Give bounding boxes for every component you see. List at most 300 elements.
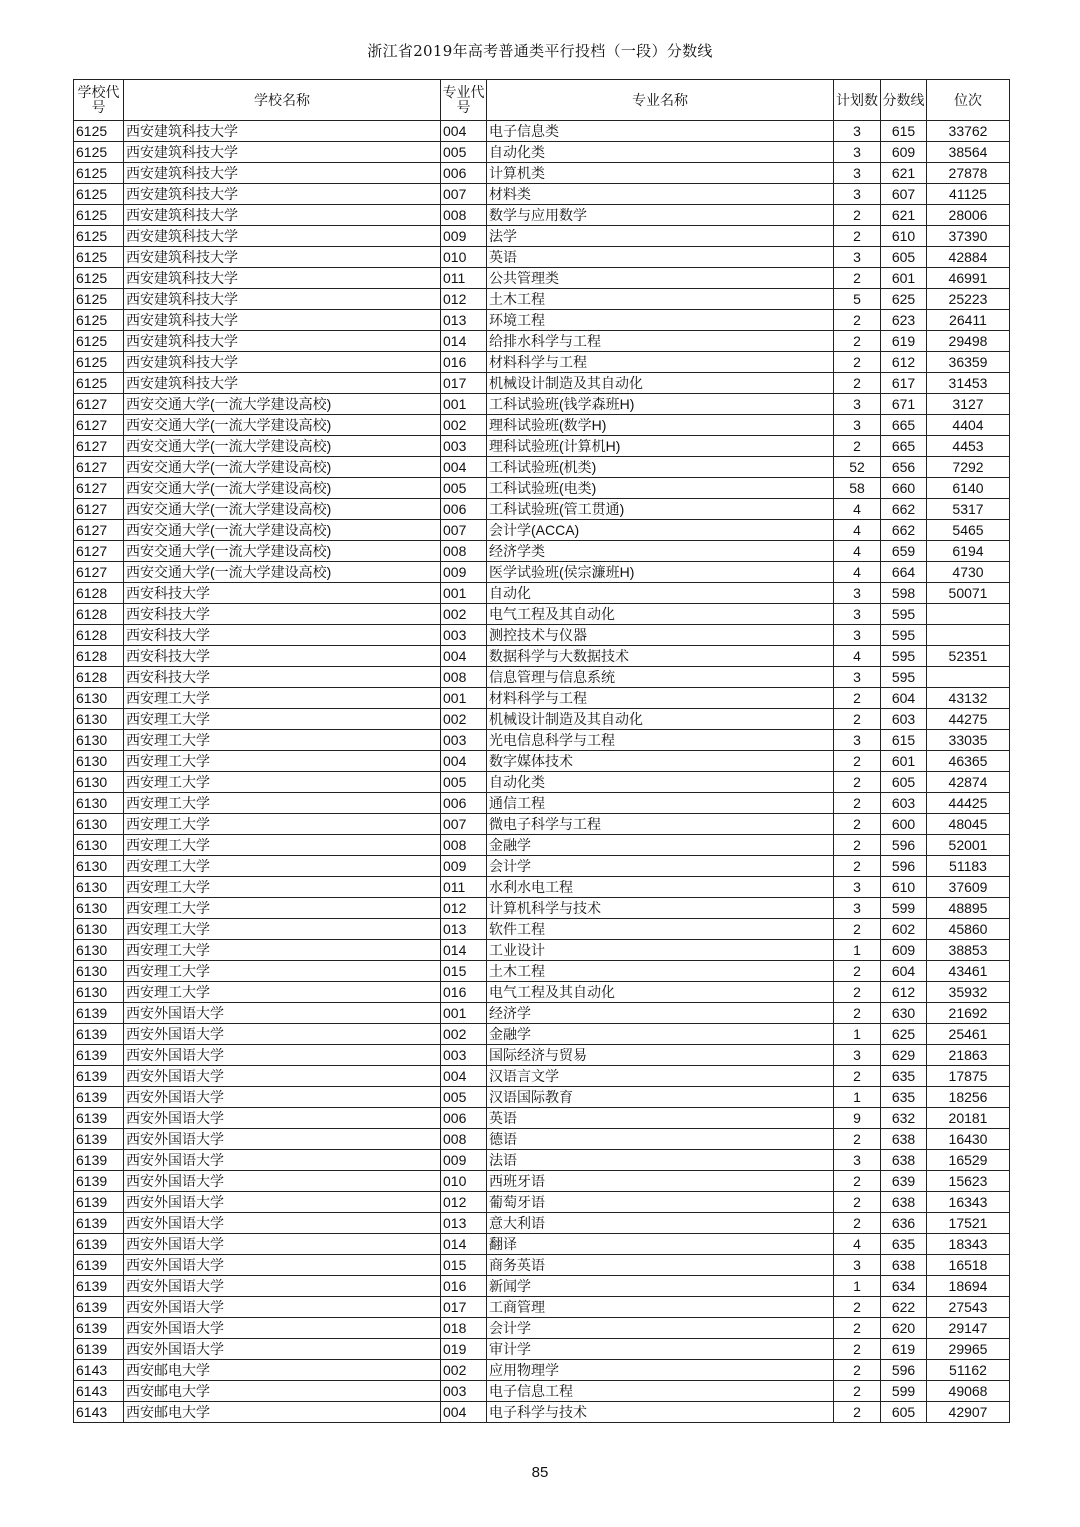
score-cell: 607	[881, 184, 927, 205]
major-name-cell: 土木工程	[487, 289, 834, 310]
score-cell: 656	[881, 457, 927, 478]
score-cell: 599	[881, 1381, 927, 1402]
school-name-cell: 西安理工大学	[124, 772, 441, 793]
score-cell: 602	[881, 919, 927, 940]
major-code-cell: 001	[441, 394, 487, 415]
rank-cell: 18343	[927, 1234, 1010, 1255]
school-name-cell: 西安科技大学	[124, 625, 441, 646]
table-row	[74, 1339, 1010, 1360]
rank-cell: 17521	[927, 1213, 1010, 1234]
major-name-cell: 会计学	[487, 856, 834, 877]
major-name-cell: 意大利语	[487, 1213, 834, 1234]
school-name-cell: 西安交通大学(一流大学建设高校)	[124, 457, 441, 478]
major-code-cell: 009	[441, 226, 487, 247]
rank-cell: 31453	[927, 373, 1010, 394]
score-cell: 609	[881, 142, 927, 163]
school-code-cell: 6139	[74, 1276, 124, 1297]
rank-cell: 18256	[927, 1087, 1010, 1108]
rank-cell: 45860	[927, 919, 1010, 940]
header-school-name: 学校名称	[124, 80, 441, 121]
table-row	[74, 1381, 1010, 1402]
plan-count-cell: 2	[834, 1360, 881, 1381]
major-name-cell: 工科试验班(机类)	[487, 457, 834, 478]
table-row	[74, 436, 1010, 457]
score-cell: 615	[881, 121, 927, 142]
major-name-cell: 经济学	[487, 1003, 834, 1024]
school-name-cell: 西安邮电大学	[124, 1381, 441, 1402]
school-code-cell: 6130	[74, 709, 124, 730]
score-cell: 662	[881, 499, 927, 520]
rank-cell: 29147	[927, 1318, 1010, 1339]
table-row	[74, 226, 1010, 247]
rank-cell: 51183	[927, 856, 1010, 877]
school-name-cell: 西安科技大学	[124, 583, 441, 604]
table-row	[74, 1297, 1010, 1318]
school-code-cell: 6125	[74, 205, 124, 226]
major-name-cell: 数学与应用数学	[487, 205, 834, 226]
school-code-cell: 6139	[74, 1003, 124, 1024]
school-code-cell: 6127	[74, 457, 124, 478]
score-cell: 619	[881, 1339, 927, 1360]
score-cell: 596	[881, 1360, 927, 1381]
table-row	[74, 163, 1010, 184]
school-code-cell: 6139	[74, 1339, 124, 1360]
rank-cell: 37609	[927, 877, 1010, 898]
table-row	[74, 730, 1010, 751]
plan-count-cell: 2	[834, 1003, 881, 1024]
major-name-cell: 汉语言文学	[487, 1066, 834, 1087]
plan-count-cell: 2	[834, 1066, 881, 1087]
school-code-cell: 6127	[74, 415, 124, 436]
score-cell: 603	[881, 793, 927, 814]
major-name-cell: 材料科学与工程	[487, 688, 834, 709]
school-code-cell: 6125	[74, 121, 124, 142]
major-name-cell: 数字媒体技术	[487, 751, 834, 772]
school-code-cell: 6130	[74, 856, 124, 877]
score-cell: 610	[881, 226, 927, 247]
header-major-code: 专业代号	[441, 80, 487, 121]
school-code-cell: 6130	[74, 835, 124, 856]
table-row	[74, 478, 1010, 499]
rank-cell: 38853	[927, 940, 1010, 961]
school-code-cell: 6130	[74, 793, 124, 814]
school-name-cell: 西安外国语大学	[124, 1150, 441, 1171]
rank-cell: 33762	[927, 121, 1010, 142]
school-name-cell: 西安交通大学(一流大学建设高校)	[124, 562, 441, 583]
plan-count-cell: 4	[834, 646, 881, 667]
school-code-cell: 6127	[74, 562, 124, 583]
major-name-cell: 国际经济与贸易	[487, 1045, 834, 1066]
plan-count-cell: 1	[834, 1087, 881, 1108]
plan-count-cell: 2	[834, 793, 881, 814]
school-code-cell: 6139	[74, 1045, 124, 1066]
score-cell: 638	[881, 1150, 927, 1171]
score-cell: 671	[881, 394, 927, 415]
plan-count-cell: 2	[834, 1381, 881, 1402]
rank-cell: 16343	[927, 1192, 1010, 1213]
major-name-cell: 电气工程及其自动化	[487, 982, 834, 1003]
major-name-cell: 新闻学	[487, 1276, 834, 1297]
score-cell: 659	[881, 541, 927, 562]
rank-cell: 28006	[927, 205, 1010, 226]
rank-cell: 5317	[927, 499, 1010, 520]
major-name-cell: 会计学	[487, 1318, 834, 1339]
rank-cell: 21863	[927, 1045, 1010, 1066]
major-name-cell: 金融学	[487, 1024, 834, 1045]
table-row	[74, 1087, 1010, 1108]
page-title: 浙江省2019年高考普通类平行投档（一段）分数线	[367, 42, 713, 60]
plan-count-cell: 3	[834, 604, 881, 625]
plan-count-cell: 2	[834, 436, 881, 457]
major-name-cell: 法语	[487, 1150, 834, 1171]
major-code-cell: 001	[441, 1003, 487, 1024]
rank-cell: 25461	[927, 1024, 1010, 1045]
major-name-cell: 英语	[487, 1108, 834, 1129]
school-code-cell: 6139	[74, 1150, 124, 1171]
major-code-cell: 003	[441, 730, 487, 751]
score-cell: 605	[881, 772, 927, 793]
table-row	[74, 1192, 1010, 1213]
major-name-cell: 信息管理与信息系统	[487, 667, 834, 688]
major-name-cell: 光电信息科学与工程	[487, 730, 834, 751]
table-row	[74, 877, 1010, 898]
school-name-cell: 西安交通大学(一流大学建设高校)	[124, 478, 441, 499]
table-row	[74, 373, 1010, 394]
table-row	[74, 1402, 1010, 1423]
school-code-cell: 6125	[74, 373, 124, 394]
plan-count-cell: 2	[834, 1318, 881, 1339]
major-code-cell: 014	[441, 1234, 487, 1255]
major-name-cell: 英语	[487, 247, 834, 268]
table-row	[74, 583, 1010, 604]
score-cell: 612	[881, 352, 927, 373]
school-code-cell: 6139	[74, 1024, 124, 1045]
school-name-cell: 西安理工大学	[124, 919, 441, 940]
table-row	[74, 604, 1010, 625]
school-code-cell: 6125	[74, 289, 124, 310]
major-code-cell: 018	[441, 1318, 487, 1339]
plan-count-cell: 2	[834, 226, 881, 247]
score-cell: 636	[881, 1213, 927, 1234]
table-row	[74, 499, 1010, 520]
school-code-cell: 6139	[74, 1213, 124, 1234]
rank-cell: 29498	[927, 331, 1010, 352]
major-name-cell: 审计学	[487, 1339, 834, 1360]
plan-count-cell: 2	[834, 205, 881, 226]
major-code-cell: 010	[441, 1171, 487, 1192]
plan-count-cell: 1	[834, 940, 881, 961]
school-name-cell: 西安理工大学	[124, 940, 441, 961]
rank-cell: 16518	[927, 1255, 1010, 1276]
rank-cell	[927, 625, 1010, 646]
school-name-cell: 西安理工大学	[124, 982, 441, 1003]
school-code-cell: 6127	[74, 499, 124, 520]
rank-cell: 33035	[927, 730, 1010, 751]
score-cell: 605	[881, 1402, 927, 1423]
school-name-cell: 西安理工大学	[124, 814, 441, 835]
header-plan: 计划数	[834, 80, 881, 121]
major-code-cell: 008	[441, 205, 487, 226]
plan-count-cell: 2	[834, 772, 881, 793]
major-code-cell: 007	[441, 184, 487, 205]
plan-count-cell: 4	[834, 541, 881, 562]
school-name-cell: 西安交通大学(一流大学建设高校)	[124, 415, 441, 436]
plan-count-cell: 2	[834, 835, 881, 856]
table-row	[74, 1318, 1010, 1339]
plan-count-cell: 2	[834, 814, 881, 835]
school-name-cell: 西安建筑科技大学	[124, 310, 441, 331]
school-code-cell: 6130	[74, 940, 124, 961]
school-code-cell: 6130	[74, 919, 124, 940]
school-name-cell: 西安建筑科技大学	[124, 373, 441, 394]
rank-cell: 42884	[927, 247, 1010, 268]
school-name-cell: 西安建筑科技大学	[124, 268, 441, 289]
major-name-cell: 测控技术与仪器	[487, 625, 834, 646]
table-row	[74, 121, 1010, 142]
table-row	[74, 982, 1010, 1003]
major-code-cell: 006	[441, 1108, 487, 1129]
score-cell: 605	[881, 247, 927, 268]
major-name-cell: 软件工程	[487, 919, 834, 940]
school-code-cell: 6130	[74, 898, 124, 919]
plan-count-cell: 2	[834, 310, 881, 331]
score-cell: 664	[881, 562, 927, 583]
rank-cell: 44275	[927, 709, 1010, 730]
school-code-cell: 6125	[74, 163, 124, 184]
rank-cell: 17875	[927, 1066, 1010, 1087]
school-name-cell: 西安外国语大学	[124, 1108, 441, 1129]
plan-count-cell: 2	[834, 982, 881, 1003]
major-name-cell: 机械设计制造及其自动化	[487, 373, 834, 394]
school-code-cell: 6130	[74, 961, 124, 982]
school-name-cell: 西安科技大学	[124, 604, 441, 625]
table-row	[74, 331, 1010, 352]
rank-cell: 49068	[927, 1381, 1010, 1402]
school-code-cell: 6128	[74, 625, 124, 646]
school-name-cell: 西安外国语大学	[124, 1276, 441, 1297]
plan-count-cell: 2	[834, 1129, 881, 1150]
school-code-cell: 6130	[74, 772, 124, 793]
major-name-cell: 工科试验班(管工贯通)	[487, 499, 834, 520]
rank-cell	[927, 667, 1010, 688]
school-code-cell: 6125	[74, 142, 124, 163]
plan-count-cell: 3	[834, 394, 881, 415]
major-code-cell: 009	[441, 1150, 487, 1171]
school-code-cell: 6125	[74, 247, 124, 268]
header-score: 分数线	[881, 80, 927, 121]
score-cell: 660	[881, 478, 927, 499]
major-code-cell: 016	[441, 982, 487, 1003]
major-code-cell: 001	[441, 583, 487, 604]
school-name-cell: 西安建筑科技大学	[124, 184, 441, 205]
rank-cell: 6194	[927, 541, 1010, 562]
plan-count-cell: 3	[834, 142, 881, 163]
major-name-cell: 数据科学与大数据技术	[487, 646, 834, 667]
score-cell: 595	[881, 625, 927, 646]
plan-count-cell: 2	[834, 709, 881, 730]
plan-count-cell: 58	[834, 478, 881, 499]
score-cell: 638	[881, 1192, 927, 1213]
school-name-cell: 西安理工大学	[124, 856, 441, 877]
major-code-cell: 005	[441, 142, 487, 163]
major-code-cell: 004	[441, 121, 487, 142]
plan-count-cell: 3	[834, 163, 881, 184]
score-cell: 620	[881, 1318, 927, 1339]
table-row	[74, 541, 1010, 562]
rank-cell: 52351	[927, 646, 1010, 667]
major-code-cell: 008	[441, 541, 487, 562]
major-code-cell: 002	[441, 709, 487, 730]
plan-count-cell: 3	[834, 1150, 881, 1171]
plan-count-cell: 3	[834, 730, 881, 751]
major-code-cell: 016	[441, 1276, 487, 1297]
school-code-cell: 6128	[74, 604, 124, 625]
school-name-cell: 西安理工大学	[124, 730, 441, 751]
plan-count-cell: 2	[834, 751, 881, 772]
major-code-cell: 007	[441, 814, 487, 835]
major-name-cell: 工业设计	[487, 940, 834, 961]
rank-cell: 16529	[927, 1150, 1010, 1171]
score-cell: 629	[881, 1045, 927, 1066]
school-code-cell: 6125	[74, 310, 124, 331]
page-number: 85	[531, 1464, 549, 1481]
major-code-cell: 009	[441, 562, 487, 583]
score-cell: 635	[881, 1066, 927, 1087]
score-cell: 617	[881, 373, 927, 394]
score-cell: 601	[881, 268, 927, 289]
score-cell: 665	[881, 415, 927, 436]
plan-count-cell: 3	[834, 247, 881, 268]
major-name-cell: 法学	[487, 226, 834, 247]
school-name-cell: 西安外国语大学	[124, 1129, 441, 1150]
table-row	[74, 940, 1010, 961]
major-code-cell: 005	[441, 1087, 487, 1108]
score-cell: 635	[881, 1234, 927, 1255]
school-name-cell: 西安外国语大学	[124, 1339, 441, 1360]
plan-count-cell: 2	[834, 373, 881, 394]
score-cell: 621	[881, 205, 927, 226]
major-code-cell: 011	[441, 877, 487, 898]
plan-count-cell: 52	[834, 457, 881, 478]
header-row	[74, 80, 1010, 121]
plan-count-cell: 2	[834, 1192, 881, 1213]
school-code-cell: 6139	[74, 1087, 124, 1108]
school-code-cell: 6143	[74, 1402, 124, 1423]
plan-count-cell: 1	[834, 1276, 881, 1297]
table-row	[74, 352, 1010, 373]
rank-cell: 44425	[927, 793, 1010, 814]
rank-cell: 42907	[927, 1402, 1010, 1423]
table-row	[74, 1213, 1010, 1234]
school-code-cell: 6143	[74, 1381, 124, 1402]
plan-count-cell: 3	[834, 625, 881, 646]
major-code-cell: 014	[441, 940, 487, 961]
major-name-cell: 环境工程	[487, 310, 834, 331]
major-name-cell: 材料类	[487, 184, 834, 205]
major-name-cell: 理科试验班(数学H)	[487, 415, 834, 436]
plan-count-cell: 2	[834, 961, 881, 982]
plan-count-cell: 3	[834, 583, 881, 604]
major-name-cell: 医学试验班(侯宗濂班H)	[487, 562, 834, 583]
rank-cell: 25223	[927, 289, 1010, 310]
rank-cell: 46365	[927, 751, 1010, 772]
score-cell: 596	[881, 835, 927, 856]
major-code-cell: 003	[441, 436, 487, 457]
table-row	[74, 1024, 1010, 1045]
plan-count-cell: 2	[834, 1402, 881, 1423]
school-code-cell: 6139	[74, 1318, 124, 1339]
plan-count-cell: 4	[834, 1234, 881, 1255]
school-name-cell: 西安交通大学(一流大学建设高校)	[124, 394, 441, 415]
major-name-cell: 机械设计制造及其自动化	[487, 709, 834, 730]
rank-cell: 7292	[927, 457, 1010, 478]
score-cell: 595	[881, 667, 927, 688]
score-cell: 635	[881, 1087, 927, 1108]
table-row	[74, 1066, 1010, 1087]
rank-cell: 52001	[927, 835, 1010, 856]
major-name-cell: 公共管理类	[487, 268, 834, 289]
major-code-cell: 004	[441, 1066, 487, 1087]
table-row	[74, 1171, 1010, 1192]
school-code-cell: 6130	[74, 877, 124, 898]
school-name-cell: 西安外国语大学	[124, 1024, 441, 1045]
score-cell: 623	[881, 310, 927, 331]
major-name-cell: 理科试验班(计算机H)	[487, 436, 834, 457]
table-row	[74, 394, 1010, 415]
school-name-cell: 西安理工大学	[124, 835, 441, 856]
table-row	[74, 1003, 1010, 1024]
score-cell: 662	[881, 520, 927, 541]
rank-cell: 4730	[927, 562, 1010, 583]
school-code-cell: 6128	[74, 646, 124, 667]
school-code-cell: 6125	[74, 184, 124, 205]
major-code-cell: 003	[441, 625, 487, 646]
table-row	[74, 961, 1010, 982]
rank-cell: 26411	[927, 310, 1010, 331]
major-name-cell: 计算机类	[487, 163, 834, 184]
school-code-cell: 6139	[74, 1234, 124, 1255]
score-table	[73, 79, 1010, 1423]
major-code-cell: 008	[441, 667, 487, 688]
rank-cell: 18694	[927, 1276, 1010, 1297]
major-code-cell: 009	[441, 856, 487, 877]
rank-cell: 5465	[927, 520, 1010, 541]
score-cell: 632	[881, 1108, 927, 1129]
school-name-cell: 西安建筑科技大学	[124, 121, 441, 142]
major-code-cell: 013	[441, 1213, 487, 1234]
major-code-cell: 008	[441, 835, 487, 856]
table-row	[74, 835, 1010, 856]
plan-count-cell: 2	[834, 1297, 881, 1318]
table-row	[74, 457, 1010, 478]
major-code-cell: 004	[441, 457, 487, 478]
score-cell: 601	[881, 751, 927, 772]
school-name-cell: 西安外国语大学	[124, 1297, 441, 1318]
major-name-cell: 土木工程	[487, 961, 834, 982]
school-name-cell: 西安交通大学(一流大学建设高校)	[124, 499, 441, 520]
major-code-cell: 002	[441, 1024, 487, 1045]
school-code-cell: 6143	[74, 1360, 124, 1381]
table-row	[74, 709, 1010, 730]
school-code-cell: 6130	[74, 814, 124, 835]
rank-cell: 4453	[927, 436, 1010, 457]
score-cell: 622	[881, 1297, 927, 1318]
school-name-cell: 西安建筑科技大学	[124, 163, 441, 184]
score-cell: 599	[881, 898, 927, 919]
major-name-cell: 德语	[487, 1129, 834, 1150]
major-name-cell: 翻译	[487, 1234, 834, 1255]
school-code-cell: 6127	[74, 520, 124, 541]
